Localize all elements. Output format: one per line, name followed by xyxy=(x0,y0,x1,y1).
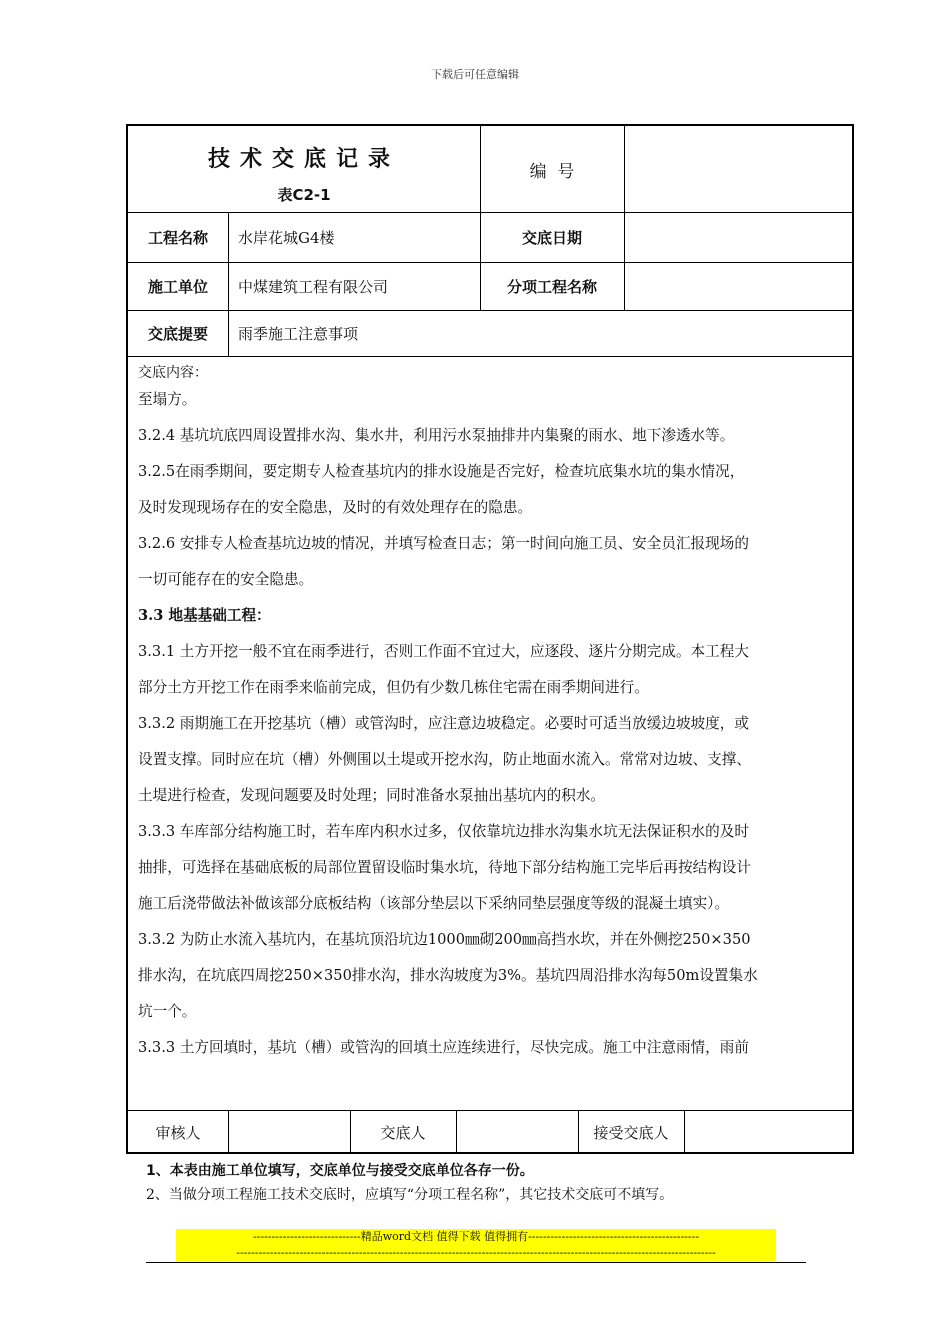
footer-line: -----------------------------精品word文档 值得下载 值得拥有---------------------------------------------- xyxy=(252,1230,700,1243)
note-item: 1、本表由施工单位填写，交底单位与接受交底单位各存一份。 xyxy=(146,1163,534,1179)
page-header-note: 下载后可任意编辑 xyxy=(431,68,519,81)
receiver-field[interactable] xyxy=(684,1110,852,1154)
project-name-field[interactable]: 水岸花城G4楼 xyxy=(238,228,335,247)
company-field[interactable]: 中煤建筑工程有限公司 xyxy=(238,277,389,296)
content-line: 3.3.2 雨期施工在开挖基坑（槽）或管沟时，应注意边坡稳定。必要时可适当放缓边坡坡度，或 xyxy=(138,715,749,732)
footer-line: --------------------------------------------------------------------------------------------------------------------------------- xyxy=(236,1246,716,1259)
content-line: 3.2.4 基坑坑底四周设置排水沟、集水井，利用污水泵抽排井内集聚的雨水、地下渗透水等。 xyxy=(138,427,735,444)
form-code: 表C2-1 xyxy=(277,186,331,204)
subproject-name-field[interactable] xyxy=(624,262,852,310)
footer-banner xyxy=(176,1229,776,1261)
company-label: 施工单位 xyxy=(147,277,208,296)
content-line: 3.3.2 为防止水流入基坑内，在基坑顶沿坑边1000㎜砌200㎜高挡水坎，并在外侧挖250×350 xyxy=(138,931,751,948)
content-line: 施工后浇带做法补做该部分底板结构（该部分垫层以下采纳同垫层强度等级的混凝土填实）。 xyxy=(138,895,730,912)
content-line: 3.2.6 安排专人检查基坑边坡的情况，并填写检查日志；第一时间向施工员、安全员汇报现场的 xyxy=(138,535,749,552)
content-line: 土堤进行检查，发现问题要及时处理；同时准备水泵抽出基坑内的积水。 xyxy=(138,787,606,804)
content-line: 3.3.1 土方开挖一般不宜在雨季进行，否则工作面不宜过大，应逐段、逐片分期完成。本工程大 xyxy=(138,643,749,660)
content-line: 及时发现现场存在的安全隐患，及时的有效处理存在的隐患。 xyxy=(138,499,533,516)
discloser-label: 交底人 xyxy=(380,1123,426,1142)
content-heading: 交底内容： xyxy=(138,365,208,381)
discloser-field[interactable] xyxy=(456,1110,578,1154)
receiver-label: 接受交底人 xyxy=(593,1123,669,1142)
content-line: 至塌方。 xyxy=(138,391,197,408)
project-name-label: 工程名称 xyxy=(147,228,208,247)
note-item: 2、当做分项工程施工技术交底时，应填写“分项工程名称”，其它技术交底可不填写。 xyxy=(146,1187,674,1203)
content-line: 部分土方开挖工作在雨季来临前完成，但仍有少数几栋住宅需在雨季期间进行。 xyxy=(138,679,649,696)
disclosure-record-table xyxy=(126,124,854,1154)
reviewer-label: 审核人 xyxy=(155,1123,201,1142)
content-line: 排水沟，在坑底四周挖250×350排水沟，排水沟坡度为3%。基坑四周沿排水沟每50m设置集水 xyxy=(138,967,758,984)
summary-label: 交底提要 xyxy=(147,324,208,343)
content-line: 设置支撑。同时应在坑（槽）外侧围以土堤或开挖水沟，防止地面水流入。常常对边坡、支撑、 xyxy=(138,751,751,768)
reviewer-field[interactable] xyxy=(228,1110,350,1154)
summary-field[interactable]: 雨季施工注意事项 xyxy=(238,324,359,343)
row-divider xyxy=(128,356,852,357)
content-line: 抽排，可选择在基础底板的局部位置留设临时集水坑，待地下部分结构施工完毕后再按结构设计 xyxy=(138,859,751,876)
disclosure-date-field[interactable] xyxy=(624,212,852,262)
number-field[interactable] xyxy=(624,126,852,212)
content-line: 一切可能存在的安全隐患。 xyxy=(138,571,314,588)
content-body xyxy=(138,390,850,1074)
footer-rule xyxy=(146,1262,806,1263)
content-line: 3.2.5在雨季期间，要定期专人检查基坑内的排水设施是否完好，检查坑底集水坑的集水情况， xyxy=(138,463,745,480)
content-line: 3.3.3 车库部分结构施工时，若车库内积水过多，仅依靠坑边排水沟集水坑无法保证积水的及时 xyxy=(138,823,749,840)
content-line: 坑一个。 xyxy=(138,1003,197,1020)
form-notes xyxy=(146,1159,673,1207)
document-title: 技术交底记录 xyxy=(207,147,400,172)
content-line: 3.3.3 土方回填时，基坑（槽）或管沟的回填土应连续进行，尽快完成。施工中注意雨情，雨前 xyxy=(138,1039,749,1056)
subproject-name-label: 分项工程名称 xyxy=(506,277,597,296)
disclosure-date-label: 交底日期 xyxy=(521,228,582,247)
content-section-heading: 3.3 地基基础工程： xyxy=(138,607,271,624)
number-label: 编 号 xyxy=(529,161,575,182)
